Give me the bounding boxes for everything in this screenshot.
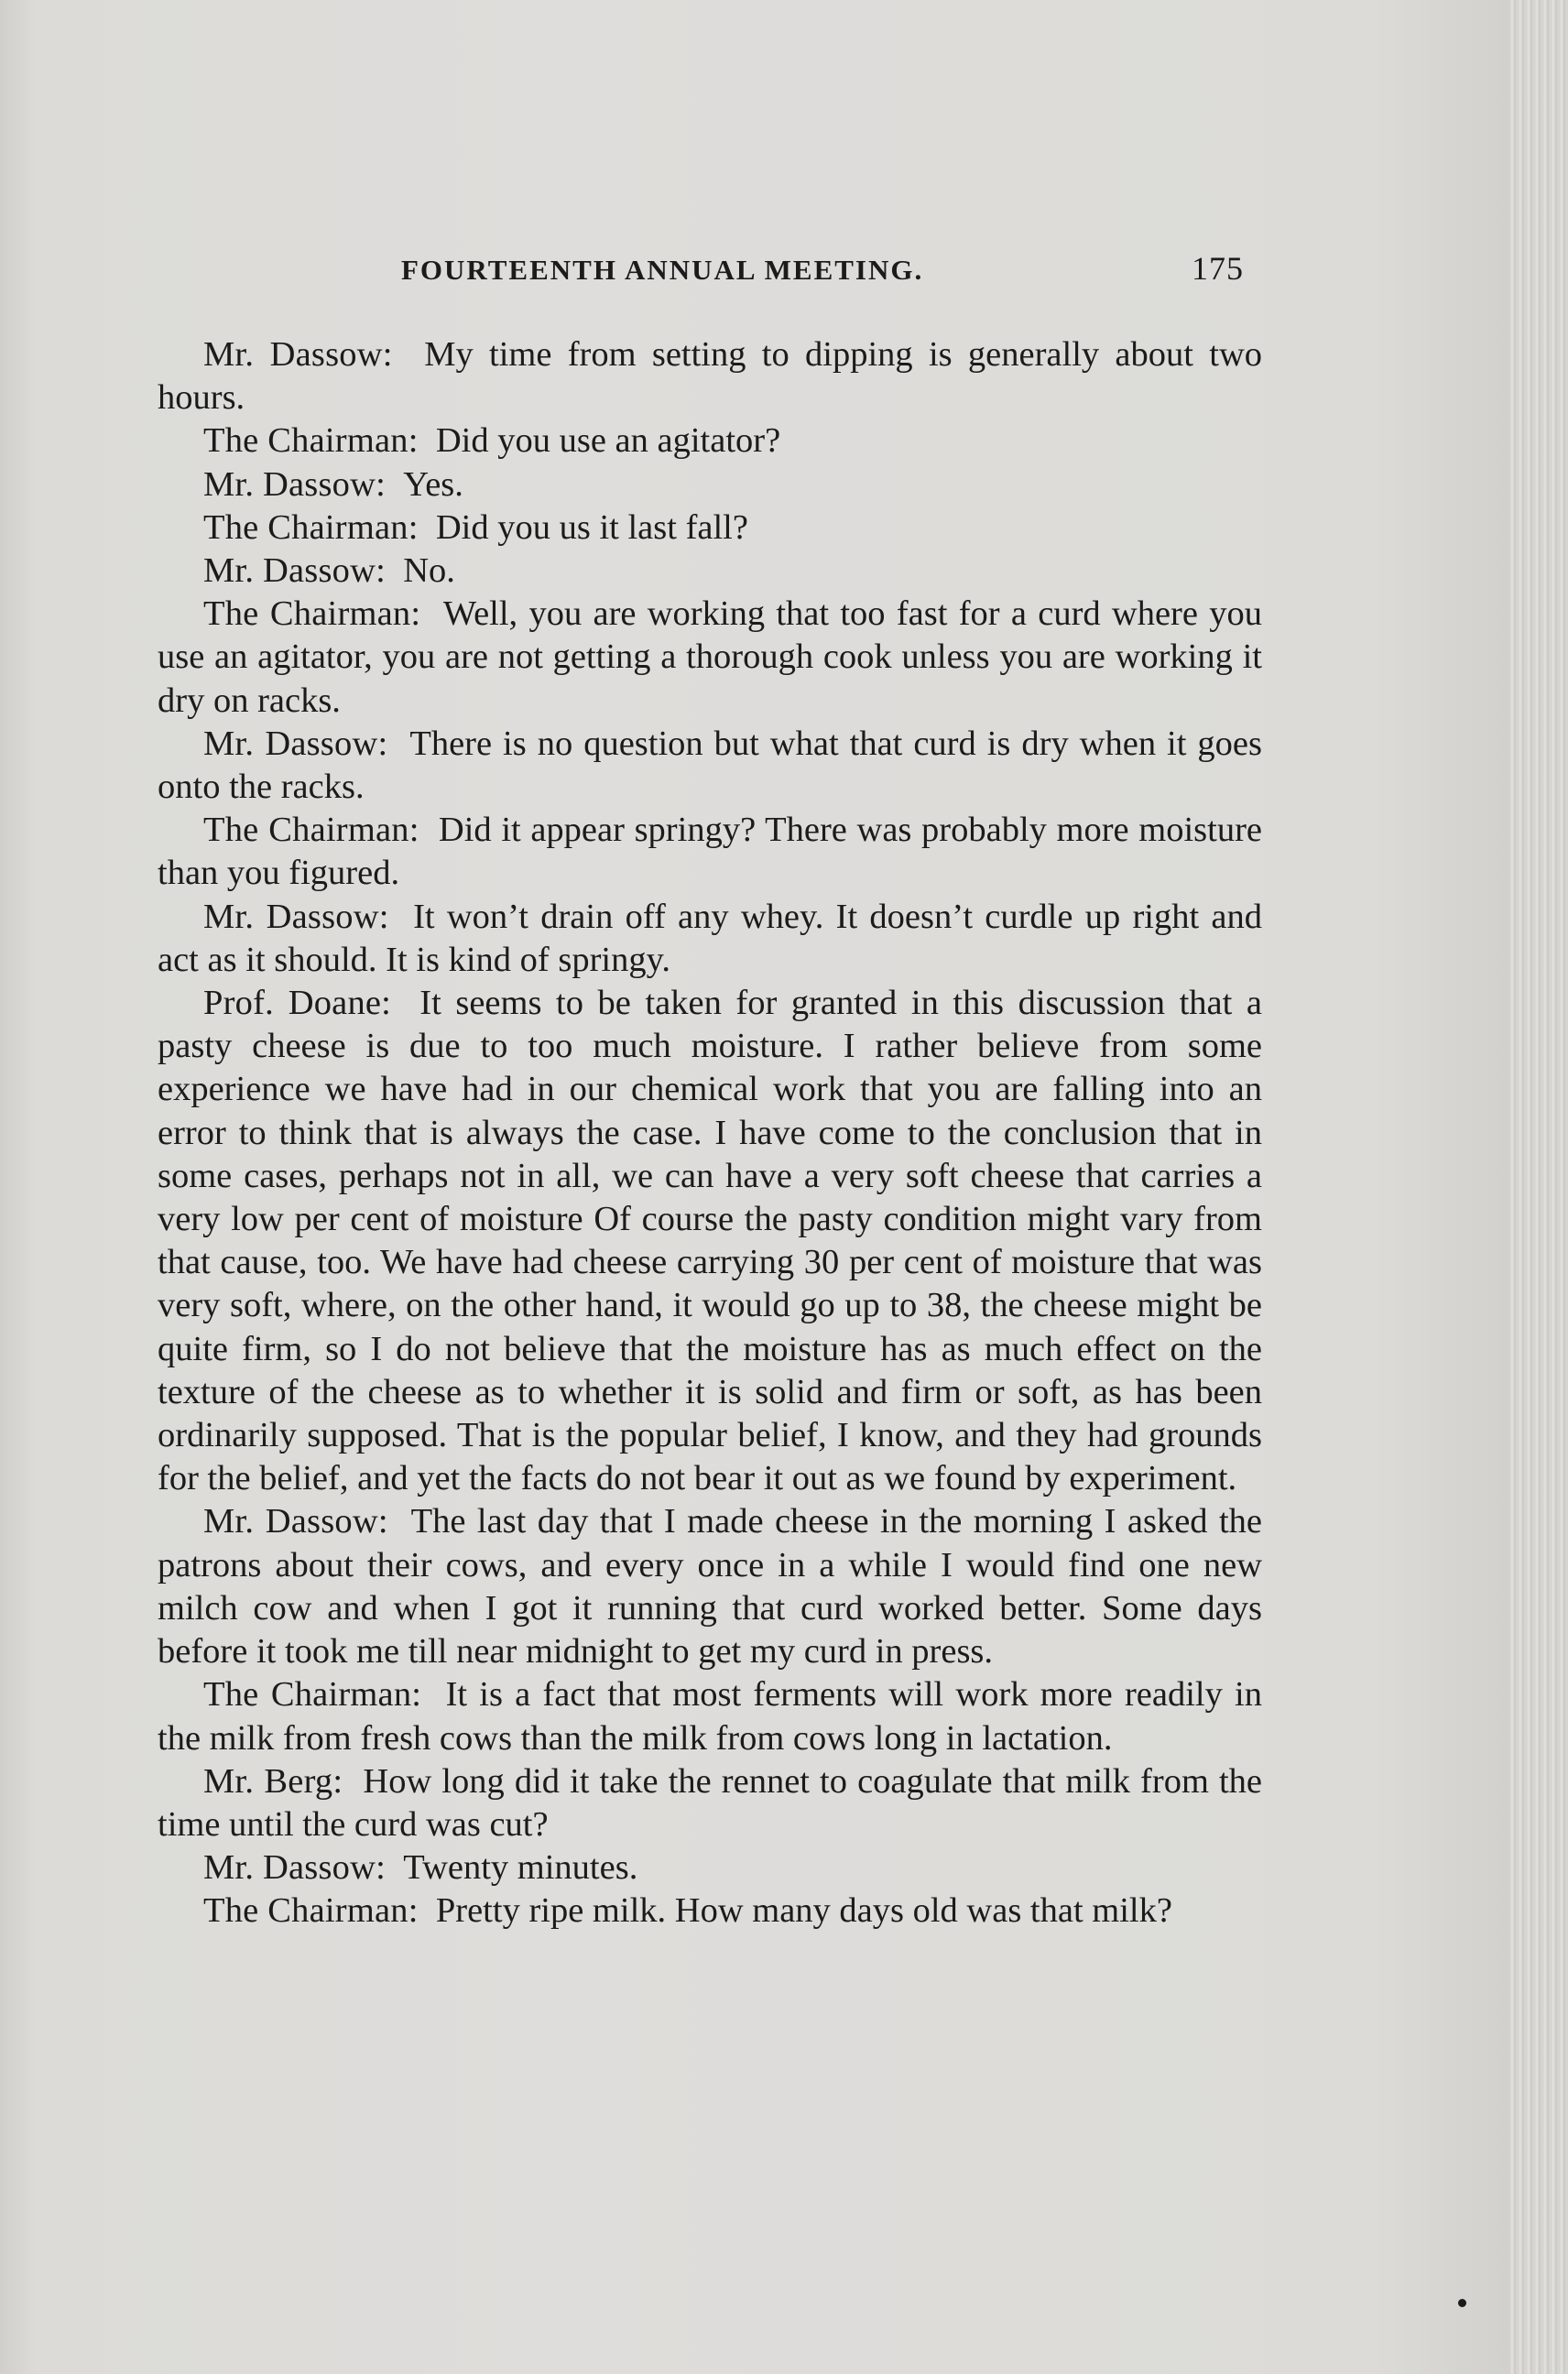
paragraph-text: How long did it take the rennet to coagulate that milk from the time until the curd was cut? bbox=[158, 1761, 1262, 1844]
speaker-name: Mr. Dassow: bbox=[203, 464, 386, 504]
speaker-name: Mr. Dassow: bbox=[203, 724, 388, 763]
speaker-name: Prof. Doane: bbox=[203, 984, 392, 1023]
paragraph-text: There is no question but what that curd is dry when it goes onto the racks. bbox=[158, 724, 1262, 807]
paragraph bbox=[158, 333, 1262, 419]
speaker-name: The Chairman: bbox=[203, 421, 419, 461]
running-head-title: FOURTEENTH ANNUAL MEETING. bbox=[401, 254, 924, 286]
speaker-name: The Chairman: bbox=[203, 811, 419, 850]
speaker-name: Mr. Dassow: bbox=[203, 1502, 388, 1541]
speaker-name: Mr. Dassow: bbox=[203, 551, 386, 591]
paragraph bbox=[158, 593, 1262, 723]
speaker-name: The Chairman: bbox=[203, 594, 421, 634]
paragraph-text: Yes. bbox=[403, 464, 463, 504]
speaker-name: The Chairman: bbox=[203, 1891, 419, 1931]
speaker-name: The Chairman: bbox=[203, 507, 419, 547]
paragraph-text: Twenty minutes. bbox=[403, 1848, 638, 1888]
speaker-name: The Chairman: bbox=[203, 1675, 422, 1715]
paragraph-text: My time from setting to dipping is generally about two hours. bbox=[158, 335, 1262, 418]
paragraph bbox=[158, 723, 1262, 809]
speaker-name: Mr. Dassow: bbox=[203, 335, 393, 374]
paragraph bbox=[158, 419, 1262, 463]
paragraph-text: Pretty ripe milk. How many days old was that milk? bbox=[435, 1891, 1172, 1931]
transcript-body bbox=[158, 333, 1262, 1933]
paragraph bbox=[158, 982, 1262, 1500]
page-number: 175 bbox=[1192, 250, 1244, 287]
paragraph-text: Did you us it last fall? bbox=[435, 507, 748, 547]
paragraph-text: No. bbox=[403, 551, 455, 591]
paragraph-text: It is a fact that most ferments will work more readily in the milk from fresh cows than the milk from cows long in lactation. bbox=[158, 1675, 1262, 1758]
paragraph bbox=[158, 1760, 1262, 1846]
page-edge-shadow bbox=[1509, 0, 1568, 2374]
paragraph bbox=[158, 809, 1262, 895]
paragraph bbox=[158, 1889, 1262, 1933]
paragraph-text: It won’t drain off any whey. It doesn’t curdle up right and act as it should. It is kind of springy. bbox=[158, 897, 1262, 979]
paragraph bbox=[158, 550, 1262, 593]
paragraph bbox=[158, 506, 1262, 550]
paragraph bbox=[158, 1500, 1262, 1673]
paragraph bbox=[158, 1673, 1262, 1759]
speaker-name: Mr. Berg: bbox=[203, 1761, 343, 1801]
paragraph-text: The last day that I made cheese in the morning I asked the patrons about their cows, and every once in a while I would find one new milch cow and when I got it running that curd worked better. Some days before it took me till near midnight to get my curd in press. bbox=[158, 1502, 1262, 1672]
running-head bbox=[401, 249, 1244, 295]
paragraph bbox=[158, 1846, 1262, 1889]
speaker-name: Mr. Dassow: bbox=[203, 1848, 386, 1888]
paragraph-text: Well, you are working that too fast for a curd where you use an agitator, you are not getting a thorough cook unless you are working it dry on racks. bbox=[158, 594, 1262, 720]
speaker-name: Mr. Dassow: bbox=[203, 897, 389, 936]
paragraph bbox=[158, 896, 1262, 982]
paragraph bbox=[158, 463, 1262, 506]
paragraph-text: Did you use an agitator? bbox=[435, 421, 781, 461]
paragraph-text: Did it appear springy? There was probably more moisture than you figured. bbox=[158, 811, 1263, 893]
paragraph-text: It seems to be taken for granted in this discussion that a pasty cheese is due to too much moisture. I rather believe from some experience we have had in our chemical work that you are falling into an error to think that is always the case. I have come to the conclusion that in some cases, perhaps not in all, we can have a very soft cheese that carries a very low per cent of moisture Of course the pasty condition might vary from that cause, too. We have had cheese carrying 30 per cent of moisture that was very soft, where, on the other hand, it would go up to 38, the cheese might be quite firm, so I do not believe that the moisture has as much effect on the texture of the cheese as to whether it is solid and firm or soft, as has been ordinarily supposed. That is the popular belief, I know, and they had grounds for the belief, and yet the facts do not bear it out as we found by experiment. bbox=[158, 984, 1263, 1498]
ink-speck bbox=[1458, 2299, 1466, 2307]
